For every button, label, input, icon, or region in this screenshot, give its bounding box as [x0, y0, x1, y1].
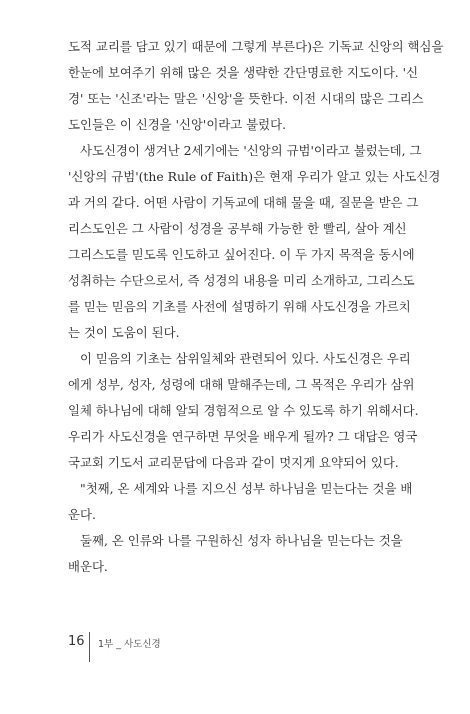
text-line: 배운다.: [68, 559, 108, 574]
text-line: 도인들은 이 신경을 '신앙'이라고 불렀다.: [68, 117, 287, 132]
footer-divider: [89, 632, 90, 662]
text-line: 에게 성부, 성자, 성령에 대해 말해주는데, 그 목적은 우리가 삼위: [68, 377, 415, 392]
text-line: 둘째, 온 인류와 나를 구원하신 성자 하나님을 믿는다는 것을: [80, 533, 403, 548]
text-line: 그리스도를 믿도록 인도하고 싶어진다. 이 두 가지 목적을 동시에: [68, 247, 415, 262]
text-line: 우리가 사도신경을 연구하면 무엇을 배우게 될까? 그 대답은 영국: [68, 429, 418, 444]
text-line: "첫째, 온 세계와 나를 지으신 성부 하나님을 믿는다는 것을 배: [80, 481, 413, 496]
text-line: 이 믿음의 기초는 삼위일체와 관련되어 있다. 사도신경은 우리: [80, 351, 411, 366]
page-number: 16: [68, 634, 85, 649]
text-line: 과 거의 같다. 어떤 사람이 기독교에 대해 물을 때, 질문을 받은 그: [68, 195, 419, 210]
page-footer: [68, 632, 268, 662]
text-line: 는 것이 도움이 된다.: [68, 325, 180, 340]
text-line: 한눈에 보여주기 위해 많은 것을 생략한 간단명료한 지도이다. '신: [68, 65, 419, 80]
text-line: 일체 하나님에 대해 알되 경험적으로 알 수 있도록 하기 위해서다.: [68, 403, 419, 418]
text-line: 운다.: [68, 507, 96, 522]
body-text: [68, 34, 444, 580]
text-line: '신앙의 규범'(the Rule of Faith)은 현재 우리가 알고 있는 사도신경: [68, 169, 441, 184]
text-line: 사도신경이 생겨난 2세기에는 '신앙의 규범'이라고 불렀는데, 그: [80, 143, 422, 158]
text-line: 리스도인은 그 사람이 성경을 공부해 가능한 한 빨리, 살아 계신: [68, 221, 407, 236]
text-line: 도적 교리를 담고 있기 때문에 그렇게 부른다)은 기독교 신앙의 핵심을: [68, 39, 444, 54]
text-line: 를 믿는 믿음의 기초를 사전에 설명하기 위해 사도신경을 가르치: [68, 299, 411, 314]
text-line: 경' 또는 '신조'라는 말은 '신앙'을 뜻한다. 이전 시대의 많은 그리스: [68, 91, 424, 106]
text-line: 성취하는 수단으로서, 즉 성경의 내용을 미리 소개하고, 그리스도: [68, 273, 415, 288]
text-line: 국교회 기도서 교리문답에 다음과 같이 멋지게 요약되어 있다.: [68, 455, 399, 470]
running-head: 1부 _ 사도신경: [98, 639, 161, 650]
